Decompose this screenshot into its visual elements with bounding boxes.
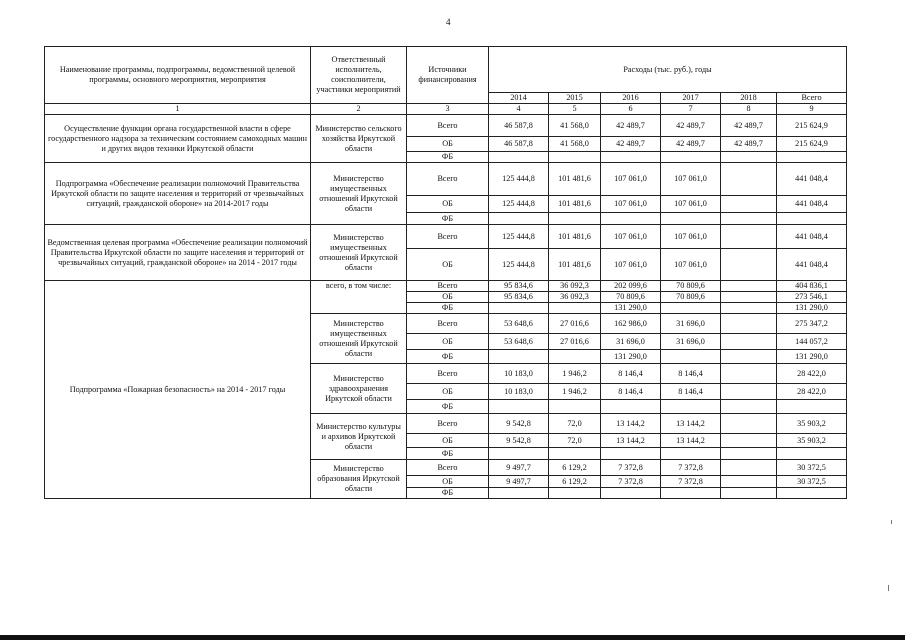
value-cell: 8 146,4 (661, 364, 721, 384)
header-year: 2014 (489, 93, 549, 104)
value-cell (661, 213, 721, 225)
value-cell: 215 624,9 (777, 115, 847, 137)
value-cell (721, 213, 777, 225)
value-cell: 28 422,0 (777, 364, 847, 384)
source-cell: ОБ (407, 476, 489, 488)
source-cell: ОБ (407, 196, 489, 213)
value-cell (489, 350, 549, 364)
value-cell: 107 061,0 (661, 163, 721, 196)
value-cell: 125 444,8 (489, 249, 549, 281)
value-cell: 13 144,2 (601, 414, 661, 434)
value-cell: 8 146,4 (601, 384, 661, 400)
value-cell (661, 400, 721, 414)
value-cell: 70 809,6 (661, 292, 721, 303)
value-cell: 9 497,7 (489, 476, 549, 488)
value-cell (601, 400, 661, 414)
source-cell: ФБ (407, 488, 489, 499)
value-cell: 42 489,7 (661, 137, 721, 152)
source-cell: Всего (407, 225, 489, 249)
value-cell (661, 448, 721, 460)
value-cell: 42 489,7 (721, 115, 777, 137)
source-cell: ФБ (407, 213, 489, 225)
value-cell (721, 152, 777, 163)
value-cell (721, 281, 777, 292)
executor-name: Министерство культуры и архивов Иркутской области (311, 414, 407, 460)
value-cell: 125 444,8 (489, 225, 549, 249)
value-cell: 8 146,4 (601, 364, 661, 384)
executor-name: Министерство образования Иркутской области (311, 460, 407, 499)
value-cell (549, 303, 601, 314)
value-cell (549, 152, 601, 163)
value-cell: 8 146,4 (661, 384, 721, 400)
index-cell: 9 (777, 104, 847, 115)
header-executor: Ответственный исполнитель, соисполнители, участники мероприятий (311, 47, 407, 104)
value-cell (661, 303, 721, 314)
value-cell (777, 213, 847, 225)
value-cell (721, 350, 777, 364)
header-year: Всего (777, 93, 847, 104)
value-cell: 215 624,9 (777, 137, 847, 152)
value-cell: 107 061,0 (601, 163, 661, 196)
program-name: Осуществление функции органа государственной власти в сфере государственного надзора за техническим состоянием самоходных машин и других видов техники Иркутской области (45, 115, 311, 163)
value-cell (721, 334, 777, 350)
value-cell: 7 372,8 (601, 460, 661, 476)
value-cell: 125 444,8 (489, 163, 549, 196)
value-cell (489, 303, 549, 314)
value-cell (777, 448, 847, 460)
value-cell: 10 183,0 (489, 364, 549, 384)
executor-name: Министерство сельского хозяйства Иркутской области (311, 115, 407, 163)
value-cell (661, 488, 721, 499)
value-cell (777, 488, 847, 499)
value-cell: 31 696,0 (661, 314, 721, 334)
value-cell: 35 903,2 (777, 414, 847, 434)
value-cell: 41 568,0 (549, 115, 601, 137)
value-cell (489, 152, 549, 163)
value-cell: 42 489,7 (601, 137, 661, 152)
value-cell: 42 489,7 (601, 115, 661, 137)
header-expenses: Расходы (тыс. руб.), годы (489, 47, 847, 93)
executor-name: Министерство имущественных отношений Иркутской области (311, 163, 407, 225)
value-cell (661, 152, 721, 163)
value-cell (601, 213, 661, 225)
value-cell (721, 434, 777, 448)
source-cell: Всего (407, 163, 489, 196)
value-cell: 202 099,6 (601, 281, 661, 292)
source-cell: Всего (407, 314, 489, 334)
value-cell: 125 444,8 (489, 196, 549, 213)
value-cell: 31 696,0 (601, 334, 661, 350)
value-cell (721, 384, 777, 400)
value-cell: 31 696,0 (661, 334, 721, 350)
value-cell: 41 568,0 (549, 137, 601, 152)
value-cell: 46 587,8 (489, 137, 549, 152)
index-cell: 7 (661, 104, 721, 115)
value-cell: 30 372,5 (777, 460, 847, 476)
value-cell (777, 400, 847, 414)
value-cell: 131 290,0 (601, 303, 661, 314)
value-cell: 7 372,8 (601, 476, 661, 488)
header-name: Наименование программы, подпрограммы, ведомственной целевой программы, основного мероприятия, мероприятия (45, 47, 311, 104)
source-cell: ФБ (407, 350, 489, 364)
value-cell: 7 372,8 (661, 476, 721, 488)
value-cell: 101 481,6 (549, 249, 601, 281)
value-cell (549, 213, 601, 225)
value-cell: 70 809,6 (601, 292, 661, 303)
value-cell: 10 183,0 (489, 384, 549, 400)
value-cell: 42 489,7 (721, 137, 777, 152)
value-cell: 162 986,0 (601, 314, 661, 334)
departmental-program-name: Ведомственная целевая программа «Обеспечение реализации полномочий Правительства Иркутской области по защите населения и территорий от чрезвычайных ситуаций, гражданской обороне» на 2014 - 2017 годы (45, 225, 311, 281)
value-cell (721, 292, 777, 303)
header-source: Источники финансирования (407, 47, 489, 104)
source-cell: ФБ (407, 400, 489, 414)
value-cell (489, 448, 549, 460)
value-cell (721, 249, 777, 281)
value-cell: 101 481,6 (549, 163, 601, 196)
value-cell: 1 946,2 (549, 384, 601, 400)
value-cell (601, 448, 661, 460)
value-cell: 95 834,6 (489, 281, 549, 292)
value-cell: 441 048,4 (777, 225, 847, 249)
value-cell: 107 061,0 (661, 225, 721, 249)
index-cell: 4 (489, 104, 549, 115)
value-cell (721, 303, 777, 314)
value-cell (721, 400, 777, 414)
value-cell: 144 057,2 (777, 334, 847, 350)
value-cell: 6 129,2 (549, 476, 601, 488)
value-cell: 72,0 (549, 434, 601, 448)
header-year: 2015 (549, 93, 601, 104)
value-cell (489, 400, 549, 414)
value-cell: 35 903,2 (777, 434, 847, 448)
source-cell: ОБ (407, 434, 489, 448)
index-cell: 5 (549, 104, 601, 115)
value-cell: 6 129,2 (549, 460, 601, 476)
value-cell: 131 290,0 (777, 303, 847, 314)
source-cell: ОБ (407, 292, 489, 303)
index-cell: 1 (45, 104, 311, 115)
value-cell (489, 488, 549, 499)
value-cell (489, 213, 549, 225)
source-cell: Всего (407, 460, 489, 476)
value-cell (721, 460, 777, 476)
subprogram-name: Подпрограмма «Обеспечение реализации полномочий Правительства Иркутской области по защите населения и территорий от чрезвычайных ситуаций, гражданской обороне» на 2014-2017 годы (45, 163, 311, 225)
index-cell: 8 (721, 104, 777, 115)
header-year: 2017 (661, 93, 721, 104)
page-number: 4 (446, 17, 451, 27)
value-cell: 101 481,6 (549, 225, 601, 249)
value-cell (549, 448, 601, 460)
value-cell (721, 476, 777, 488)
value-cell (721, 414, 777, 434)
value-cell: 28 422,0 (777, 384, 847, 400)
source-cell: Всего (407, 281, 489, 292)
value-cell: 42 489,7 (661, 115, 721, 137)
source-cell: ФБ (407, 152, 489, 163)
value-cell: 131 290,0 (601, 350, 661, 364)
source-cell: ФБ (407, 303, 489, 314)
value-cell (601, 488, 661, 499)
scan-speck (888, 585, 889, 591)
value-cell: 131 290,0 (777, 350, 847, 364)
value-cell: 27 016,6 (549, 314, 601, 334)
value-cell: 107 061,0 (601, 249, 661, 281)
value-cell: 107 061,0 (601, 196, 661, 213)
value-cell: 13 144,2 (601, 434, 661, 448)
value-cell: 53 648,6 (489, 314, 549, 334)
value-cell: 441 048,4 (777, 249, 847, 281)
value-cell: 53 648,6 (489, 334, 549, 350)
value-cell (661, 350, 721, 364)
value-cell: 9 497,7 (489, 460, 549, 476)
value-cell: 72,0 (549, 414, 601, 434)
header-year: 2018 (721, 93, 777, 104)
value-cell: 275 347,2 (777, 314, 847, 334)
source-cell: ОБ (407, 249, 489, 281)
value-cell (721, 488, 777, 499)
value-cell: 441 048,4 (777, 163, 847, 196)
value-cell: 107 061,0 (661, 249, 721, 281)
source-cell: Всего (407, 414, 489, 434)
value-cell (721, 448, 777, 460)
value-cell (549, 350, 601, 364)
source-cell: ФБ (407, 448, 489, 460)
source-cell: ОБ (407, 137, 489, 152)
value-cell: 1 946,2 (549, 364, 601, 384)
budget-table (44, 46, 847, 499)
value-cell: 101 481,6 (549, 196, 601, 213)
executor-name: Министерство имущественных отношений Иркутской области (311, 314, 407, 364)
value-cell (777, 152, 847, 163)
executor-name: Министерство здравоохранения Иркутской области (311, 364, 407, 414)
source-cell: ОБ (407, 334, 489, 350)
value-cell: 7 372,8 (661, 460, 721, 476)
value-cell: 107 061,0 (601, 225, 661, 249)
value-cell: 13 144,2 (661, 434, 721, 448)
value-cell (721, 163, 777, 196)
source-cell: Всего (407, 364, 489, 384)
value-cell: 36 092,3 (549, 281, 601, 292)
value-cell: 95 834,6 (489, 292, 549, 303)
value-cell (721, 196, 777, 213)
value-cell: 404 836,1 (777, 281, 847, 292)
value-cell: 441 048,4 (777, 196, 847, 213)
value-cell (601, 152, 661, 163)
executor-name: Министерство имущественных отношений Иркутской области (311, 225, 407, 281)
value-cell: 46 587,8 (489, 115, 549, 137)
index-cell: 6 (601, 104, 661, 115)
value-cell: 13 144,2 (661, 414, 721, 434)
value-cell: 30 372,5 (777, 476, 847, 488)
value-cell (721, 225, 777, 249)
fire-program-name: Подпрограмма «Пожарная безопасность» на 2014 - 2017 годы (45, 281, 311, 499)
scan-edge-bar (0, 635, 905, 640)
executor-name: всего, в том числе: (311, 281, 407, 314)
index-cell: 3 (407, 104, 489, 115)
index-cell: 2 (311, 104, 407, 115)
value-cell: 27 016,6 (549, 334, 601, 350)
scan-speck (891, 520, 892, 524)
source-cell: Всего (407, 115, 489, 137)
value-cell: 9 542,8 (489, 414, 549, 434)
value-cell: 70 809,6 (661, 281, 721, 292)
value-cell: 9 542,8 (489, 434, 549, 448)
value-cell: 273 546,1 (777, 292, 847, 303)
value-cell (721, 364, 777, 384)
source-cell: ОБ (407, 384, 489, 400)
value-cell (549, 488, 601, 499)
value-cell: 36 092,3 (549, 292, 601, 303)
value-cell: 107 061,0 (661, 196, 721, 213)
header-year: 2016 (601, 93, 661, 104)
value-cell (549, 400, 601, 414)
value-cell (721, 314, 777, 334)
